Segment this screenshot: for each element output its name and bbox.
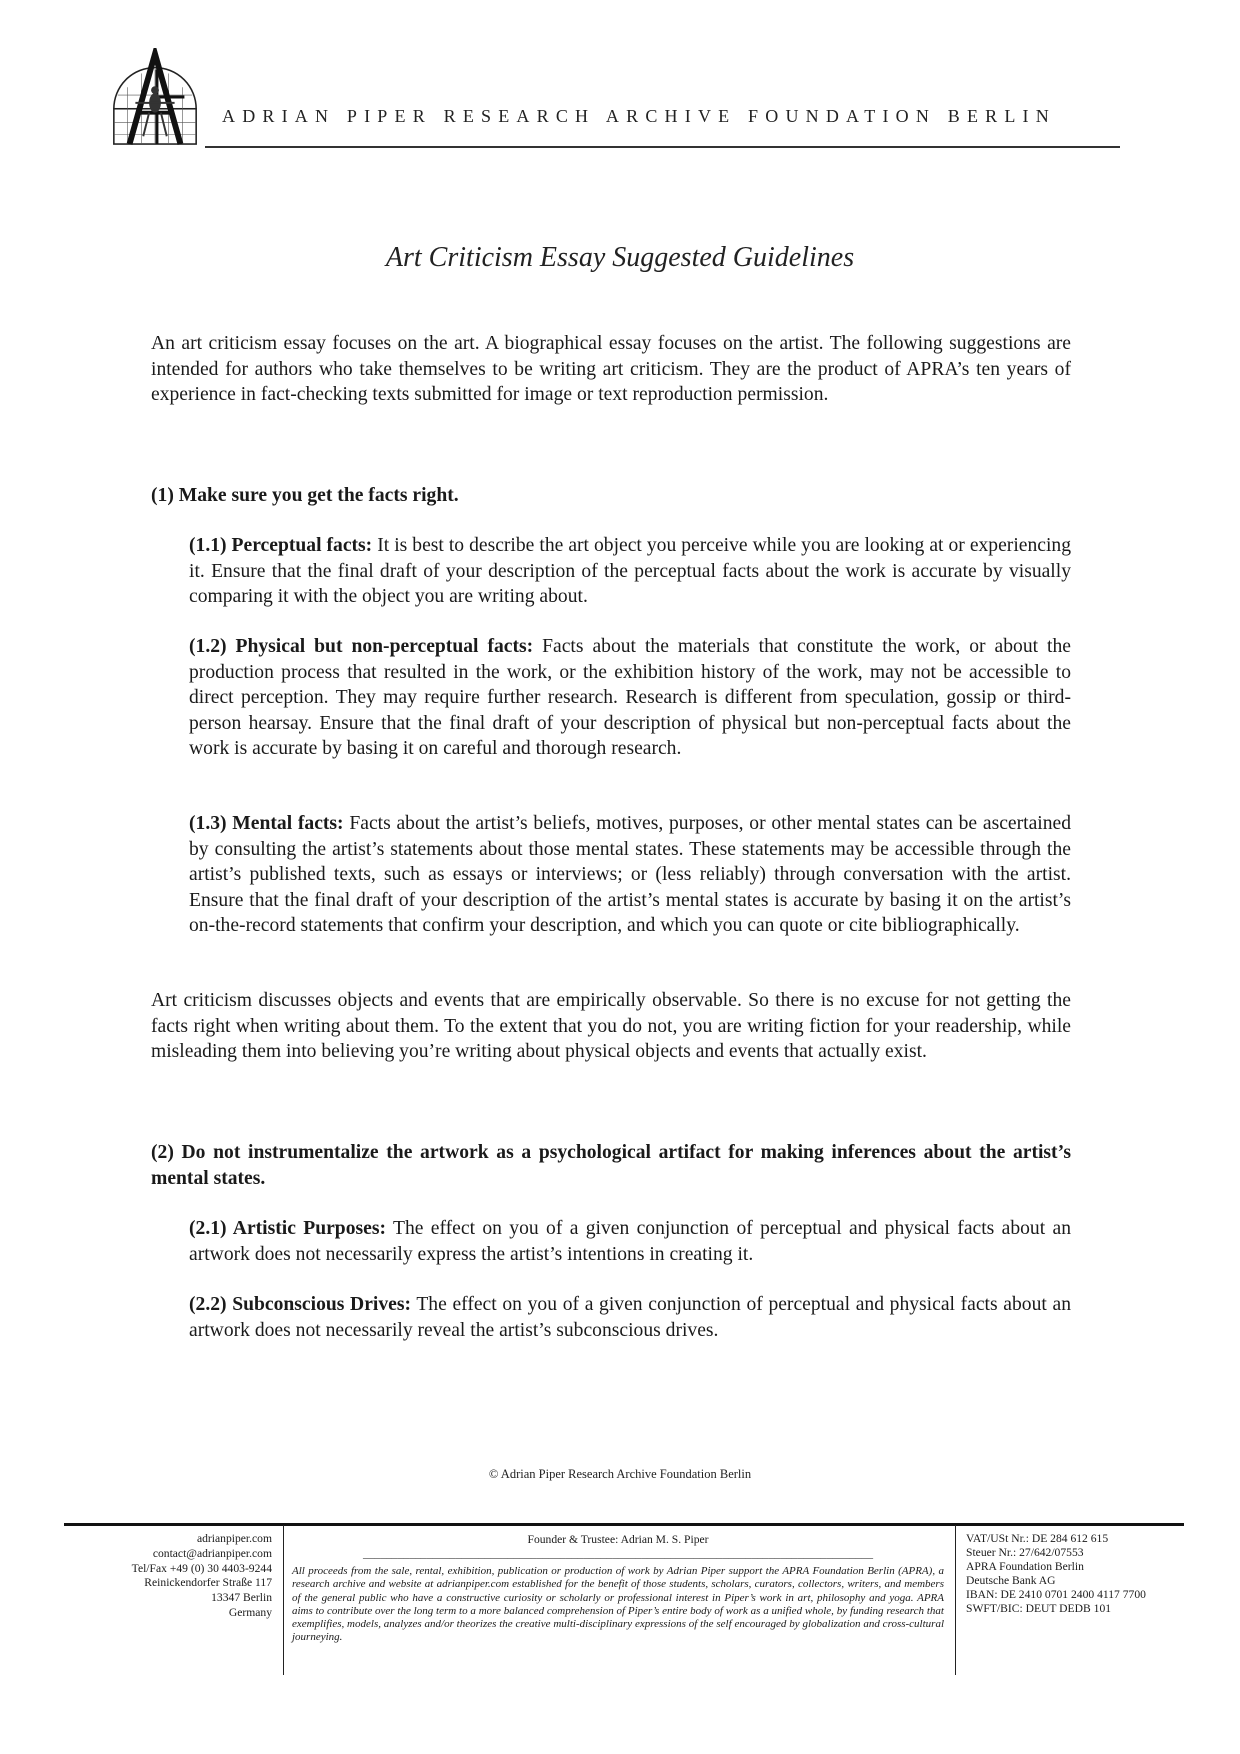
document-title: Art Criticism Essay Suggested Guidelines (385, 242, 855, 273)
item-1-1 (189, 533, 1071, 610)
account-holder: APRA Foundation Berlin (966, 1559, 1084, 1573)
apra-monogram-logo (106, 48, 204, 146)
item-2-2-lead: (2.2) Subconscious Drives: (189, 1294, 411, 1315)
intro-paragraph: An art criticism essay focuses on the art. A biographical essay focuses on the artist. The following suggestions are intended for authors who take themselves to be writing art criticism. They are the product of APRA’s ten years of experience in fact-checking texts submitted for image or text reproduction permission. (151, 333, 1071, 405)
bank-name: Deutsche Bank AG (966, 1573, 1056, 1587)
phone-number: Tel/Fax +49 (0) 30 4403-9244 (131, 1561, 272, 1575)
item-1-1-lead: (1.1) Perceptual facts: (189, 535, 373, 556)
footer-column-divider (955, 1525, 956, 1675)
city-postcode: 13347 Berlin (211, 1591, 272, 1605)
email-link[interactable]: contact@adrianpiper.com (152, 1546, 272, 1560)
swift-bic: SWFT/BIC: DEUT DEDB 101 (966, 1601, 1112, 1615)
copyright-notice: © Adrian Piper Research Archive Foundation Berlin (488, 1467, 752, 1481)
section-1-heading: (1) Make sure you get the facts right. (151, 485, 459, 506)
tax-number: Steuer Nr.: 27/642/07553 (966, 1545, 1084, 1559)
item-2-2 (189, 1292, 1071, 1343)
iban: IBAN: DE 2410 0701 2400 4117 7700 (966, 1587, 1146, 1601)
item-2-1-text: The effect on you of a given conjunction of perceptual and physical facts about an artwork does not necessarily express the artist’s intentions in creating it. (189, 1218, 1072, 1265)
street-address: Reinickendorfer Straße 117 (144, 1576, 272, 1590)
footer-center (292, 1532, 944, 1645)
item-1-2-lead: (1.2) Physical but non-perceptual facts: (189, 636, 534, 657)
item-1-3 (189, 811, 1071, 939)
footer-bank-details (966, 1532, 1186, 1615)
footer-column-divider (283, 1525, 284, 1675)
foundation-name: ADRIAN PIPER RESEARCH ARCHIVE FOUNDATION BERLIN (222, 106, 1056, 126)
footer-divider (64, 1523, 1184, 1526)
vat-number: VAT/USt Nr.: DE 284 612 615 (966, 1532, 1109, 1545)
foundation-statement: All proceeds from the sale, rental, exhibition, publication or production of work by Adrian Piper support the APRA Foundation Berlin (APRA), a research archive and website at adrianpiper.com established for the benefit of those students, scholars, curators, collectors, writers, and members of the general public who have a constructive curiosity or scholarly or professional interest in Piper’s work in art, philosophy and yoga. APRA aims to contribute over the long term to a more balanced comprehension of Piper’s entire body of work as a unified whole, by funding research that exemplifies, models, analyzes and/or theorizes the creative multi-disciplinary expressions of the self encouraged by globalization and cross-cultural journeying. (292, 1565, 944, 1644)
item-2-2-text: The effect on you of a given conjunction of perceptual and physical facts about an artwork does not necessarily reveal the artist’s subconscious drives. (189, 1294, 1071, 1341)
founder-line: Founder & Trustee: Adrian M. S. Piper (527, 1533, 709, 1546)
website-link[interactable]: adrianpiper.com (196, 1532, 272, 1545)
item-2-1-lead: (2.1) Artistic Purposes: (189, 1218, 386, 1239)
item-1-1-text: It is best to describe the art object you perceive while you are looking at or experiencing it. Ensure that the final draft of your description of the perceptual facts about the work is accurate by visually comparing it with the object you are writing about. (189, 535, 1071, 607)
item-1-3-text: Facts about the artist’s beliefs, motives, purposes, or other mental states can be ascertained by consulting the artist’s statements about those mental states. These statements may be accessible through the artist’s published texts, such as essays or interviews; or (less reliably) through conversation with the artist. Ensure that the final draft of your description of the artist’s mental states is accurate by basing it on the artist’s on-the-record statements that confirm your description, and which you can quote or cite bibliographically. (189, 813, 1071, 936)
footer-contact (80, 1532, 272, 1621)
section-1-conclusion: Art criticism discusses objects and events that are empirically observable. So there is no excuse for not getting the facts right when writing about them. To the extent that you do not, you are writing fiction for your readership, while misleading them into believing you’re writing about physical objects and events that actually exist. (151, 990, 1071, 1062)
footer-dashes: ________________________________________________________________________________________ (362, 1547, 874, 1560)
item-1-2-text: Facts about the materials that constitute the work, or about the production process that resulted in the work, or the exhibition history of the work, may not be accessible to direct perception. They may require further research. Research is different from speculation, gossip or third-person hearsay. Ensure that the final draft of your description of physical but non-perceptual facts about the work is accurate by basing it on careful and thorough research. (189, 636, 1071, 759)
country: Germany (228, 1605, 272, 1619)
item-1-2 (189, 634, 1071, 762)
item-2-1 (189, 1216, 1071, 1267)
header-divider (205, 146, 1120, 148)
section-2-heading: (2) Do not instrumentalize the artwork as a psychological artifact for making inferences about the artist’s mental states. (151, 1142, 1071, 1189)
item-1-3-lead: (1.3) Mental facts: (189, 813, 344, 834)
